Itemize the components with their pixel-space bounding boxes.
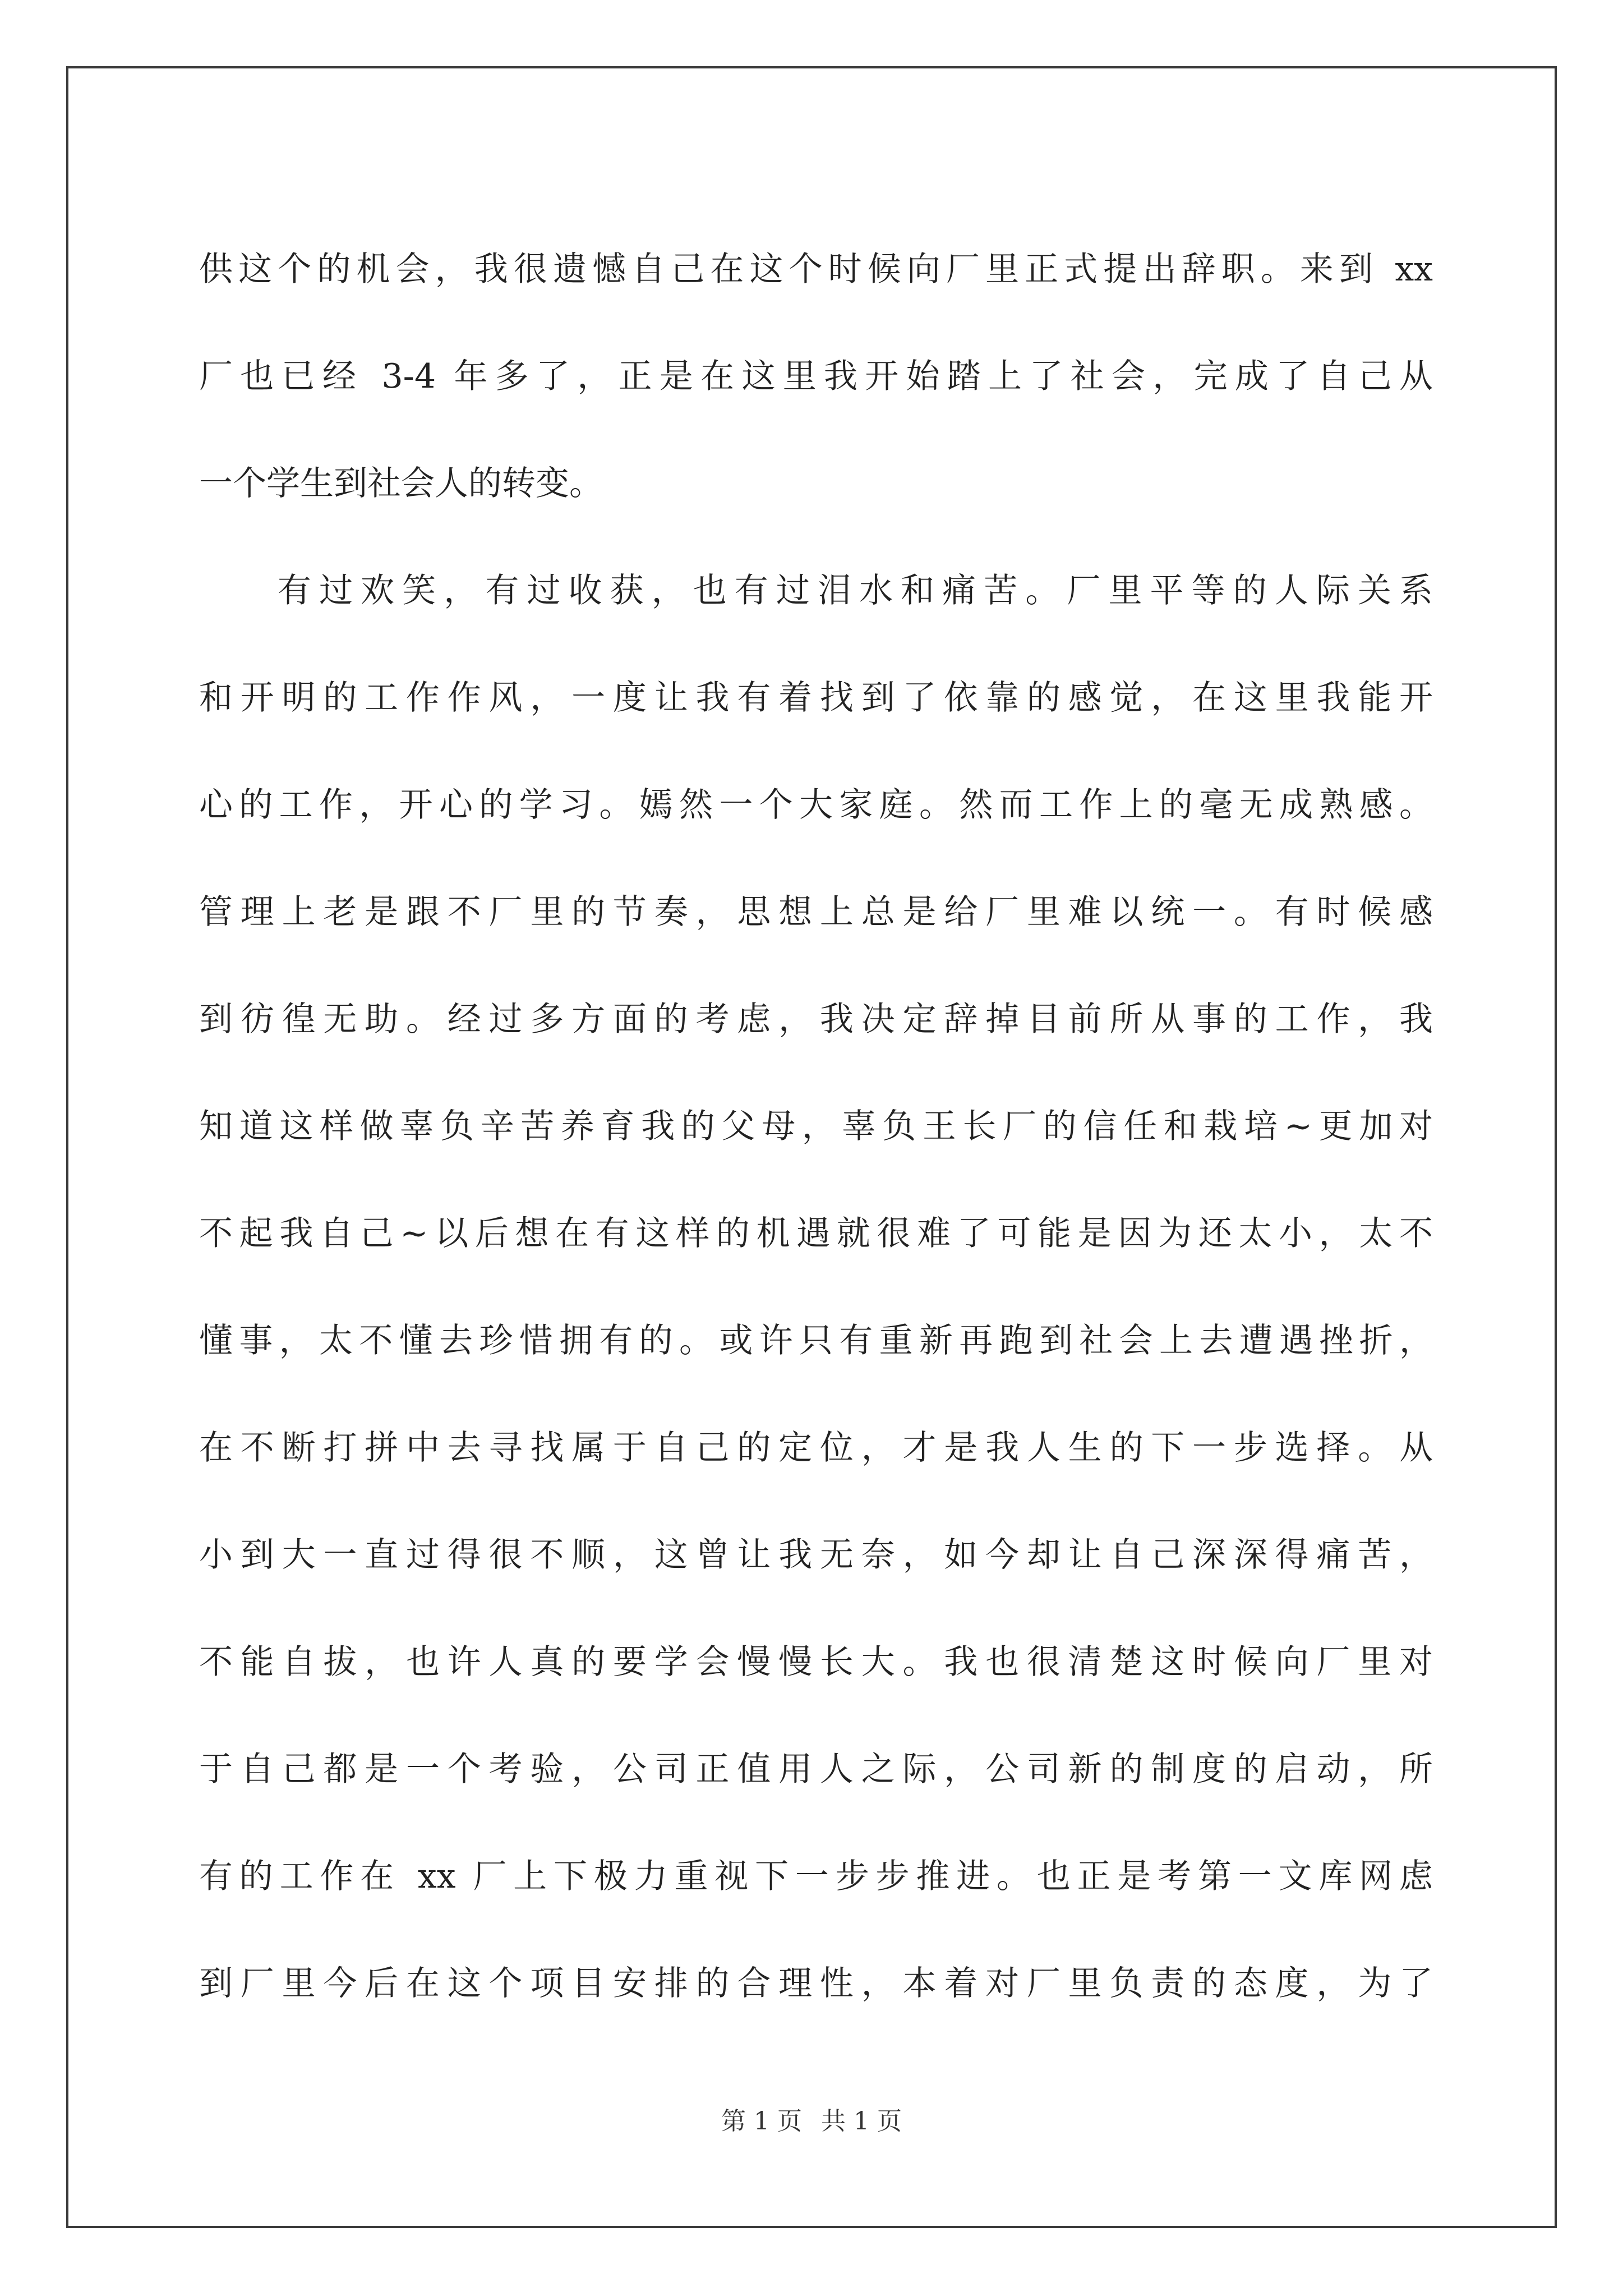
document-body bbox=[199, 216, 1433, 2037]
text-line: 于自己都是一个考验，公司正值用人之际，公司新的制度的启动，所 bbox=[199, 1750, 1433, 1789]
page-footer bbox=[0, 2101, 1623, 2137]
text-line: 小到大一直过得很不顺，这曾让我无奈，如今却让自己深深得痛苦， bbox=[199, 1535, 1433, 1575]
text-line: 和开明的工作作风，一度让我有着找到了依靠的感觉，在这里我能开 bbox=[199, 678, 1433, 717]
text-line: 不起我自己~以后想在有这样的机遇就很难了可能是因为还太小，太不 bbox=[199, 1214, 1433, 1253]
text-line: 供这个的机会，我很遗憾自己在这个时候向厂里正式提出辞职。来到 xx bbox=[199, 250, 1433, 289]
text-line: 懂事，太不懂去珍惜拥有的。或许只有重新再跑到社会上去遭遇挫折， bbox=[199, 1321, 1433, 1360]
text-line: 到彷徨无助。经过多方面的考虑，我决定辞掉目前所从事的工作，我 bbox=[199, 1000, 1433, 1039]
text-line: 到厂里今后在这个项目安排的合理性，本着对厂里负责的态度，为了 bbox=[199, 1964, 1433, 2003]
text-line: 心的工作，开心的学习。嫣然一个大家庭。然而工作上的毫无成熟感。 bbox=[199, 785, 1433, 825]
page-total: 共 1 页 bbox=[821, 2107, 902, 2136]
page-number: 第 1 页 bbox=[721, 2107, 802, 2136]
text-line: 厂也已经 3-4 年多了，正是在这里我开始踏上了社会，完成了自己从 bbox=[199, 357, 1433, 396]
text-line: 管理上老是跟不厂里的节奏，思想上总是给厂里难以统一。有时候感 bbox=[199, 892, 1433, 932]
text-line: 有的工作在 xx 厂上下极力重视下一步步推进。也正是考第一文库网虑 bbox=[199, 1857, 1433, 1896]
text-line: 有过欢笑，有过收获，也有过泪水和痛苦。厂里平等的人际关系 bbox=[278, 571, 1433, 610]
text-line: 不能自拔，也许人真的要学会慢慢长大。我也很清楚这时候向厂里对 bbox=[199, 1642, 1433, 1682]
text-line: 在不断打拼中去寻找属于自己的定位，才是我人生的下一步选择。从 bbox=[199, 1428, 1433, 1467]
text-line: 知道这样做辜负辛苦养育我的父母，辜负王长厂的信任和栽培~更加对 bbox=[199, 1107, 1433, 1146]
text-line: 一个学生到社会人的转变。 bbox=[199, 464, 603, 503]
